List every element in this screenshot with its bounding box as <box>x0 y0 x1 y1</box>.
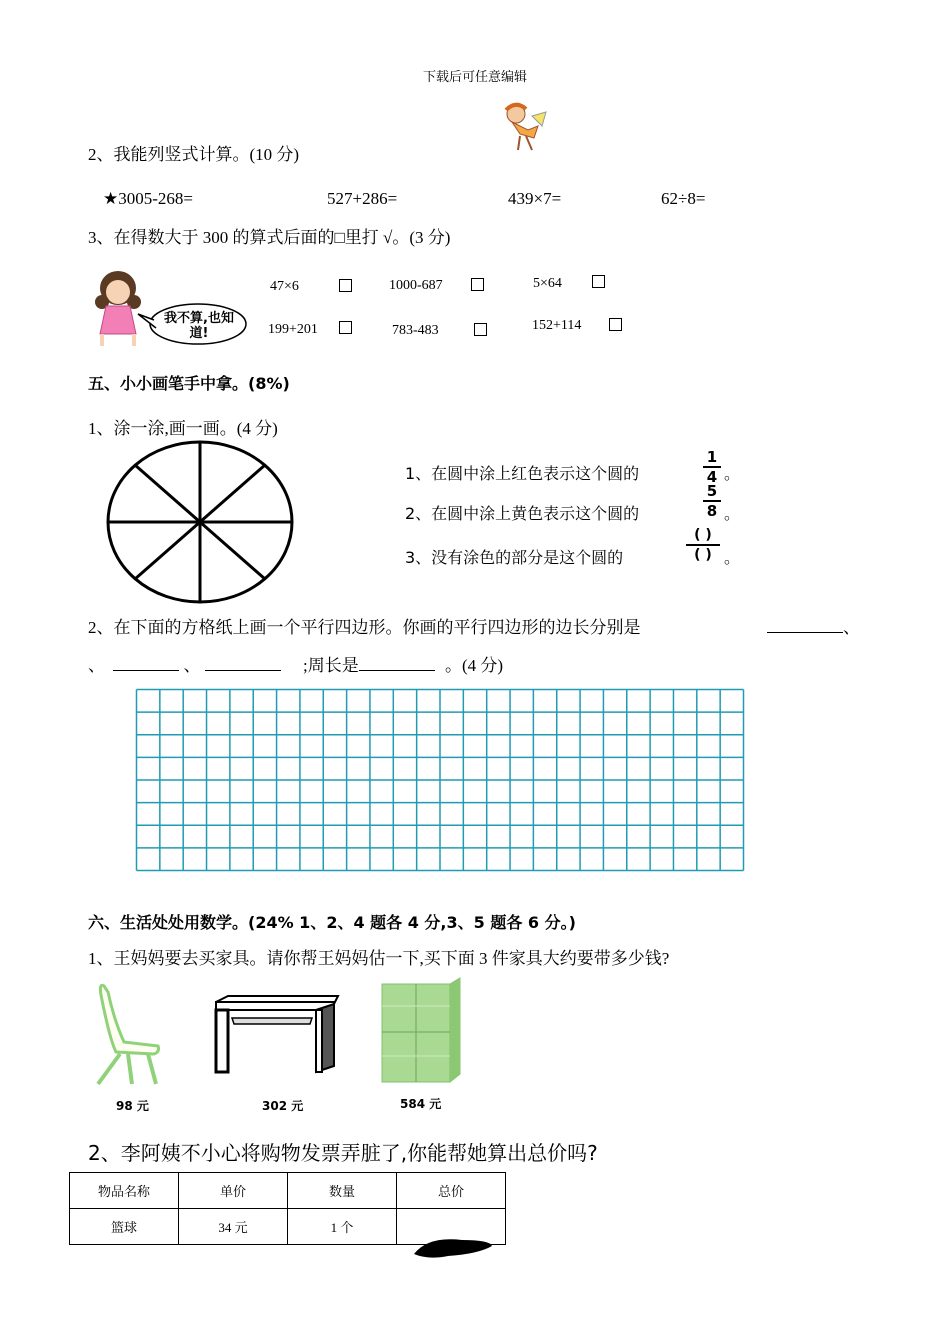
expr-1: 47×6 <box>270 279 299 294</box>
cabinet-icon <box>380 976 462 1084</box>
table-header-row <box>70 1173 506 1209</box>
points-label: 。(4 分) <box>444 656 504 675</box>
fraction-denominator: ( ) <box>694 547 712 563</box>
calc-item-2: 527+286= <box>327 189 398 208</box>
side-length-blank[interactable] <box>113 654 179 671</box>
section5-q2-text: 2、在下面的方格纸上画一个平行四边形。你画的平行四边形的边长分别是 <box>88 618 641 637</box>
fraction-numerator: 5 <box>706 482 718 500</box>
answer-checkbox[interactable] <box>609 318 622 331</box>
fraction-five-eighths <box>703 483 721 519</box>
section5-title: 五、小小画笔手中拿。(8%) <box>88 374 290 393</box>
q3-title: 3、在得数大于 300 的算式后面的□里打 √。(3 分) <box>88 228 451 247</box>
table-cell: 34 元 <box>179 1209 288 1245</box>
price-desk: 302 元 <box>262 1099 304 1113</box>
instruction-1: 1、在圆中涂上红色表示这个圆的 <box>405 464 640 483</box>
price-cabinet: 584 元 <box>400 1097 442 1111</box>
header-note: 下载后可任意编辑 <box>422 70 527 85</box>
separator: 、 <box>88 656 105 675</box>
answer-checkbox[interactable] <box>474 323 487 336</box>
section6-title: 六、生活处处用数学。(24% 1、2、4 题各 4 分,3、5 题各 6 分。) <box>88 913 576 932</box>
fraction-denominator: 8 <box>706 502 718 520</box>
table-header-cell: 物品名称 <box>70 1173 179 1209</box>
answer-checkbox[interactable] <box>339 321 352 334</box>
separator: 、 <box>183 656 201 675</box>
q2-title: 2、我能列竖式计算。(10 分) <box>88 145 300 164</box>
period: 。 <box>724 464 741 483</box>
ink-smudge-icon <box>408 1232 498 1262</box>
fraction-denominator: 4 <box>706 468 718 486</box>
answer-checkbox[interactable] <box>339 279 352 292</box>
table-header-cell: 总价 <box>397 1173 506 1209</box>
fraction-blank <box>686 527 720 563</box>
price-chair: 98 元 <box>116 1099 149 1113</box>
table-header-cell: 数量 <box>288 1173 397 1209</box>
perimeter-label: ;周长是 <box>303 656 359 675</box>
instruction-2: 2、在圆中涂上黄色表示这个圆的 <box>405 504 640 523</box>
period: 。 <box>724 548 741 567</box>
calc-item-1: ★3005-268= <box>103 189 193 208</box>
separator: 、 <box>843 618 860 637</box>
perimeter-blank[interactable] <box>359 654 435 671</box>
expr-4: 199+201 <box>268 322 318 337</box>
section5-q1-title: 1、涂一涂,画一画。(4 分) <box>88 419 278 438</box>
fraction-one-quarter <box>703 449 721 485</box>
fraction-numerator: 1 <box>706 448 718 466</box>
table-cell: 篮球 <box>70 1209 179 1245</box>
calc-item-3: 439×7= <box>508 189 562 208</box>
chair-icon <box>92 980 172 1088</box>
fraction-numerator: ( ) <box>694 527 712 543</box>
table-header-cell: 单价 <box>179 1173 288 1209</box>
table-cell: 1 个 <box>288 1209 397 1245</box>
side-length-blank[interactable] <box>767 616 843 633</box>
side-length-blank[interactable] <box>205 654 281 671</box>
expr-5: 783-483 <box>392 323 439 338</box>
expr-3: 5×64 <box>533 276 562 291</box>
section6-q1-title: 1、王妈妈要去买家具。请你帮王妈妈估一下,买下面 3 件家具大约要带多少钱? <box>88 949 670 968</box>
instruction-3: 3、没有涂色的部分是这个圆的 <box>405 548 624 567</box>
circle-diagram <box>104 438 296 606</box>
section6-q2-title: 2、李阿姨不小心将购物发票弄脏了,你能帮她算出总价吗? <box>88 1141 598 1165</box>
calc-item-4: 62÷8= <box>661 189 706 208</box>
period: 。 <box>724 504 741 523</box>
answer-checkbox[interactable] <box>592 275 605 288</box>
answer-checkbox[interactable] <box>471 278 484 291</box>
grid-paper[interactable] <box>135 688 745 872</box>
kid-illustration-icon <box>498 100 550 156</box>
desk-icon <box>212 994 340 1076</box>
expr-6: 152+114 <box>532 318 582 333</box>
speech-bubble-text: 我不算,也知道! <box>164 311 234 341</box>
expr-2: 1000-687 <box>389 278 443 293</box>
